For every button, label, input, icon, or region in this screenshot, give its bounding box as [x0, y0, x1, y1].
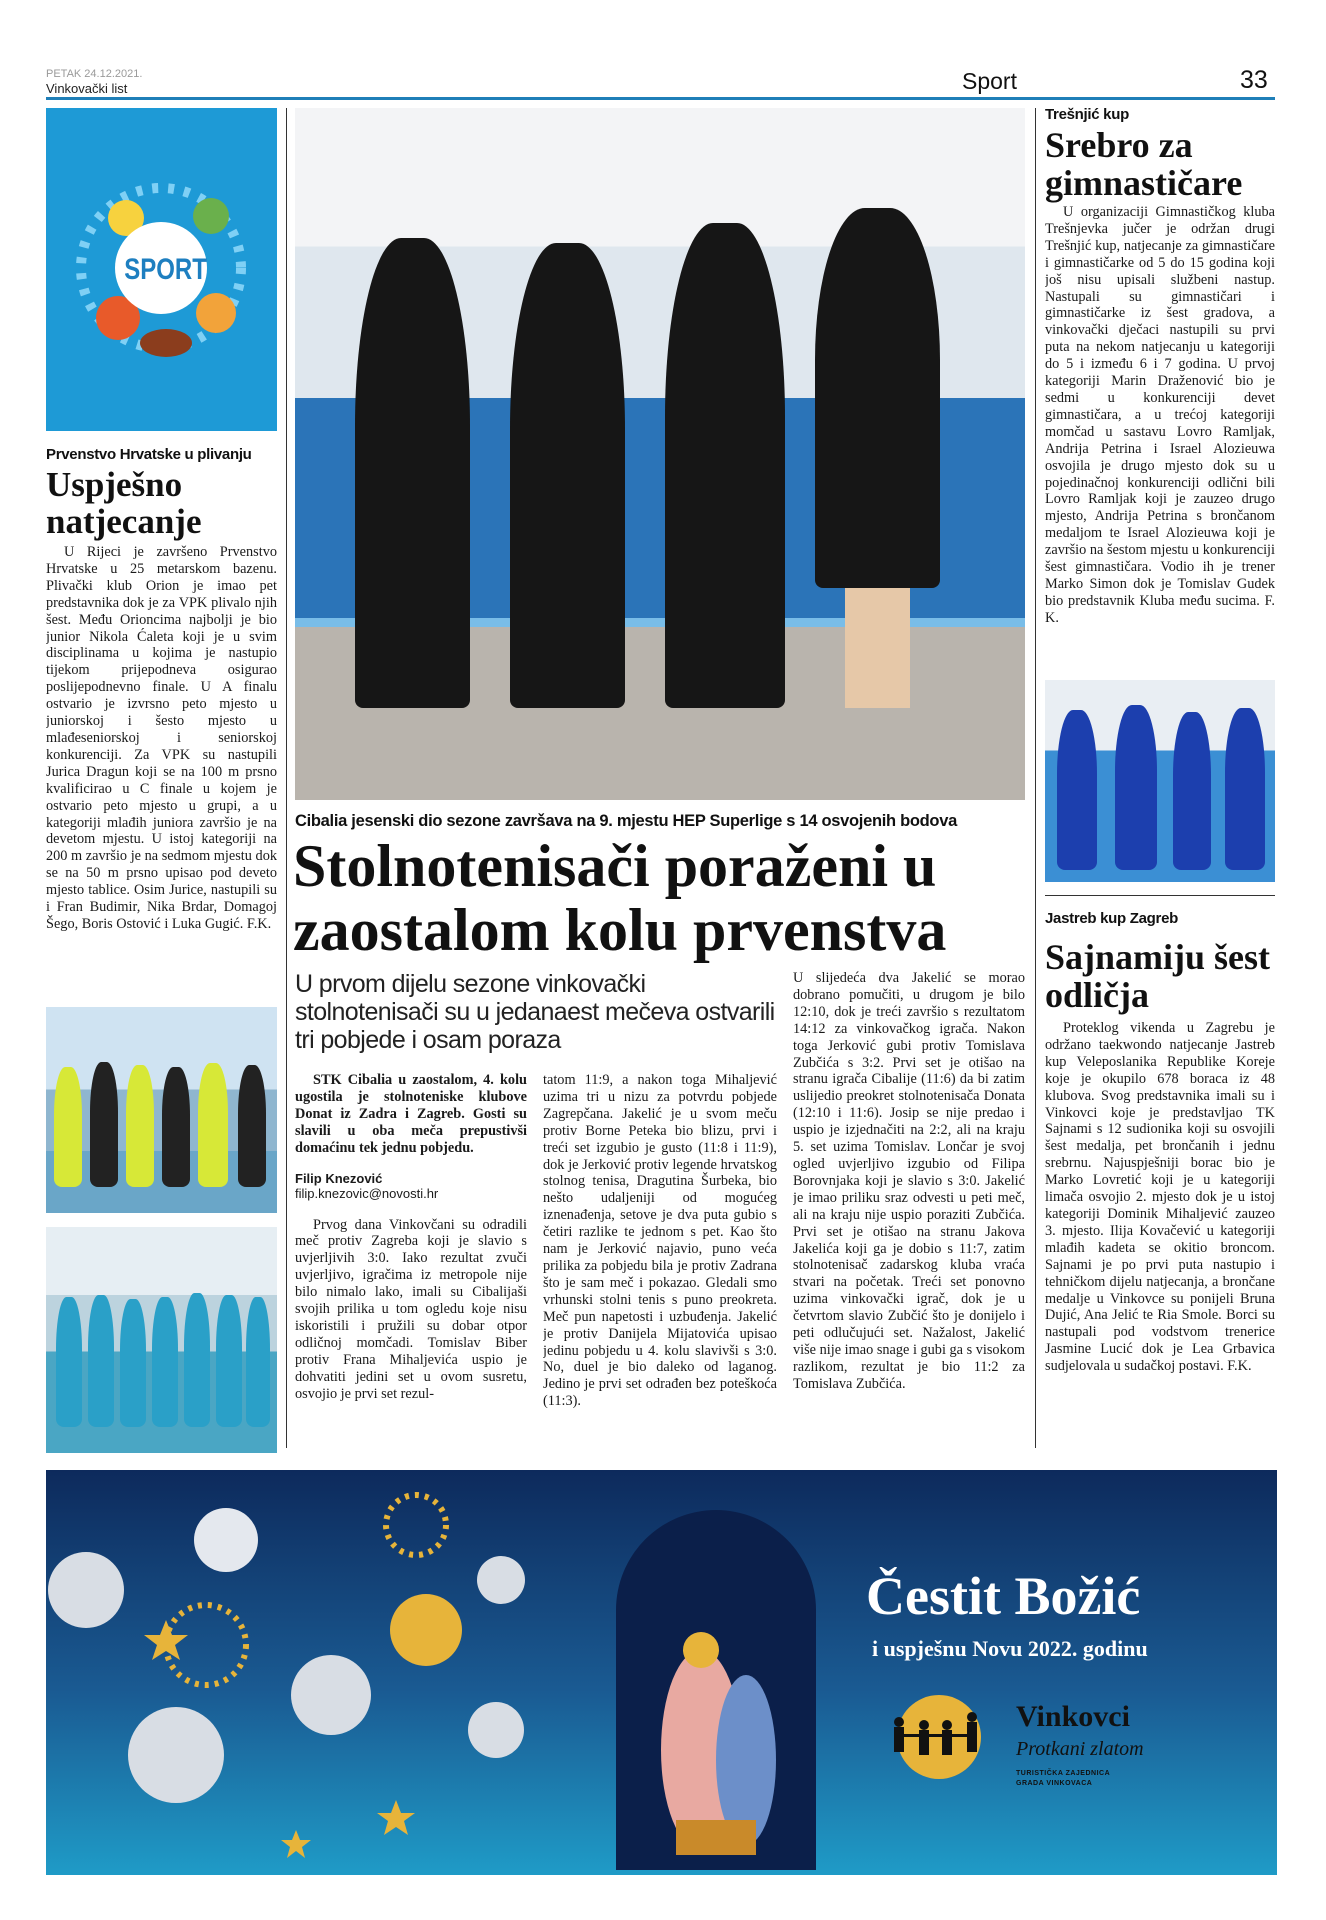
christmas-advertisement[interactable]	[46, 1470, 1277, 1875]
column-divider	[286, 108, 287, 1448]
main-article-deck: U prvom dijelu sezone vinkovački stolnotenisači su u jedanaest mečeva ostvarili tri pobjede i osam poraza	[295, 970, 775, 1054]
main-article-kicker: Cibalia jesenski dio sezone završava na 9. mjestu HEP Superlige s 14 osvojenih bodova	[295, 812, 957, 830]
ad-org-line-1: TURISTIČKA ZAJEDNICA	[1016, 1770, 1111, 1777]
main-article-headline-line-1: Stolnotenisači poraženi u	[293, 833, 937, 899]
right-top-headline: Srebro za gimnastičare	[1045, 125, 1243, 203]
author-name: Filip Knezović	[295, 1170, 383, 1186]
main-article-headline-line-2: zaostalom kolu prvenstva	[293, 897, 947, 963]
ornaments-icon	[46, 1470, 606, 1875]
swimmers-photo-2	[46, 1227, 277, 1453]
header-rule	[46, 97, 1275, 100]
page-number: 33	[1240, 66, 1268, 94]
right-bottom-kicker: Jastreb kup Zagreb	[1045, 910, 1178, 927]
left-article-body: U Rijeci je završeno Prvenstvo Hrvatske u 25 metarskom bazenu. Plivački klub Orion je imao pet predstavnika dok je za VPK plivalo njih šest. Među Orioncima najbolji je bio junior Nikola Ćaleta koji je u svim disciplinama u kojima je nastupio tijekom prijepodneva osigurao poslijepodnevno finale. U A finalu ostvario je izvrsno peto mjesto u juniorskoj i šesto mjesto u mlađeseniorskoj i seniorskoj konkurenciji. Za VPK su nastupili Jurica Dragun koji se na 100 m prsno kvalificirao u C finale u kojem je ostvario peto mjesto u grupi, a u kategoriji mlađih juniora završio je na devetom mjestu. U istoj kategoriji na 200 m završio je na sedmom mjestu dok se na 50 m prsno upisao pod deveto mjesto tablice. Osim Jurice, nastupili su i Fran Budimir, Nika Brdar, Domagoj Šego, Boris Ostović i Luka Gugić. F.K.	[46, 544, 277, 932]
swimmers-photo-1	[46, 1007, 277, 1213]
main-article-lead: STK Cibalia u zaostalom, 4. kolu ugostila je stolnoteniske klubove Donat iz Zadra i Zagreb. Gosti su slavili u oba meča prepustivši domaćinu tek jednu pobjedu.	[295, 1072, 527, 1156]
table-tennis-team-photo	[295, 108, 1025, 800]
main-article-column-1	[295, 1072, 527, 1452]
issue-date: PETAK 24.12.2021.	[46, 68, 143, 80]
left-article-headline: Uspješno natjecanje	[46, 465, 202, 541]
ad-brand: Vinkovci	[1016, 1700, 1130, 1733]
article-divider	[1045, 895, 1275, 896]
column-divider	[1035, 108, 1036, 1448]
gymnasts-photo	[1045, 680, 1275, 882]
sport-logo-box	[46, 108, 277, 431]
newspaper-name: Vinkovački list	[46, 81, 128, 96]
right-top-kicker: Trešnjić kup	[1045, 106, 1129, 123]
main-article-column-2: tatom 11:9, a nakon toga Mihaljević uzima tri u nizu za potvrdu pobjede Zagrepčana. Jakelić je u svom meču protiv Borne Peteka bio blizu, prvi i treći set izgubio je gusto (11:8 i 11:9), dok je Jerković protiv legende hrvatskog stolnog tenisa, Dragutina Šurbeka, bio nešto udaljeniji od mogućeg iznenađenja, setove je dva puta gubio s četiri razlike te jednom s pet. Kao što nam je Jerković najavio, puno veća prilika za pobjedu bila je protiv Zadrana što je sam meč i pokazao. Gledali smo vrhunski stolni tenis s puno preokreta. Meč pun napetosti i uzbuđenja. Jakelić je protiv Danijela Mijatovića upisao jedinu pobjedu u 4. kolu slavivši s 3:0. No, duel je bio daleko od laganog. Jedino je prvi set odrađen bez poteškoća (11:3).	[543, 1072, 777, 1410]
sport-logo-text: SPORT	[124, 253, 207, 286]
ad-slogan: Protkani zlatom	[1016, 1738, 1144, 1760]
right-bottom-headline: Sajnamiju šest odličja	[1045, 937, 1271, 1015]
right-bottom-body: Proteklog vikenda u Zagrebu je održano taekwondo natjecanje Jastreb kup Veleposlanika Republike Koreje koje je okupilo 678 boraca iz 48 klubova. Svog predstavnika imali su i Vinkovci koje je predstavljao TK Sajnami s 12 sudionika koji su osvojili šest medalja, pet brončanih i jednu srebrnu. Najuspješniji borac bio je Marko Lovretić koji je u kategoriji limača osvojio 2. mjesto dok je u istoj kategoriji Dominik Mihaljević zauzeo 3. mjesto. Ilija Kovačević u kategoriji mlađih kadeta se okitio broncom. Sajnami je po prvi puta nastupio i tehničkom dijelu natjecanja, a brončane medalje u Vinkovce su ponijeli Bruna Dujić, Ana Jelić te Ria Smole. Borci su nastupali pod vodstvom trenerice Jasmine Lucić dok je Lea Grbavica sudjelovala u sudačkoj postavi. F.K.	[1045, 1020, 1275, 1375]
right-top-body: U organizaciji Gimnastičkog kluba Trešnjevka jučer je održan drugi Trešnjić kup, natjecanje za gimnastičare i gimnastičarke od 5 do 15 godina koji još nisu upisali službeni nastup. Nastupali su gimnastičari i gimnastičarke iz šest gradova, a vinkovački dječaci nastupili su prvi puta na nekom natjecanju u kategoriji do 5 i između 6 i 7 godina. U prvoj kategoriji Marin Draženović bio je sedmi u konkurenciji devet gimnastičara, a u trećoj kategoriji momčad u sastavu Lovro Ramljak, Andrija Petrina i Israel Alozieuwa osvojila je drugo mjesto dok su u pojedinačnoj konkurenciji odlični bili Lovro Ramljak koji je zauzeo drugo mjesto, Andrija Petrina s brončanom medaljom te Israel Alozieuwa koji je završio na šestom mjestu u konkurenciji šest gimnastičara. Vodio ih je trener Marko Simon dok je Tomislav Gudek bio predstavnik Kluba među sucima. F. K.	[1045, 204, 1275, 626]
section-title: Sport	[962, 68, 1017, 94]
author-email[interactable]: filip.knezovic@novosti.hr	[295, 1185, 439, 1201]
ad-greeting: Čestit Božić	[866, 1566, 1141, 1626]
nativity-icon	[606, 1500, 826, 1870]
ad-subline: i uspješnu Novu 2022. godinu	[872, 1636, 1148, 1661]
main-article-column-3: U slijedeća dva Jakelić se morao dobrano pomučiti, u drugom je bilo 12:10, dok je treći završio s rezultatom 14:12 za vinkovačkog igrača. Nakon toga Jerković gubi protiv Tomislava Zubčića s 3:2. Prvi set je otišao na stranu igrača Cibalije (11:6) da bi zatim uslijedio preokret stolnotenisača Donata (12:10 i 11:6). Josip se nije predao i uspio je izjednačiti na 2:2, ali na kraju 5. set uzima Tomislav. Lončar je svoj ogled uvjerljivo izgubio od Filipa Borovnjaka koji je slavio s 3:0. Jakelić je imao priliku sraz odvesti u peti meč, ali na kraju nije uspio poraziti Zubčića. Prvi set je otišao na stranu Jakova Jakelića koji ga je dobio s 11:7, zatim stolnotenisač zadarskog kluba vraća stvari na početak. Treći set ponovno uzima vinkovački igrač, dok je u četvrtom slavio Zubčić što je donijelo i peti odlučujući set. Nažalost, Jakelić više nije imao snage i gubi ga s visokom razlikom, rezultat je bio 11:2 za Tomislava Zubčića.	[793, 970, 1025, 1392]
ad-org-line-2: GRADA VINKOVACA	[1016, 1780, 1093, 1787]
main-article-body-1: Prvog dana Vinkovčani su odradili meč protiv Zagreba koji je slavio s uvjerljivih 3:0. Iako rezultat zvuči uvjerljivo, igračima iz metropole nije bilo nimalo lako, imali su Cibalijaši svojih prilika u tom ogledu koje nisu iskoristili i pružili su dobar otpor odličnoj momčadi. Tomislav Biber protiv Frana Mihaljevića uspio je dohvatiti jedini set u ovom susretu, osvojio je prvi set rezul-	[295, 1216, 527, 1402]
left-article-kicker: Prvenstvo Hrvatske u plivanju	[46, 446, 252, 463]
tourism-logo-icon	[884, 1692, 994, 1782]
